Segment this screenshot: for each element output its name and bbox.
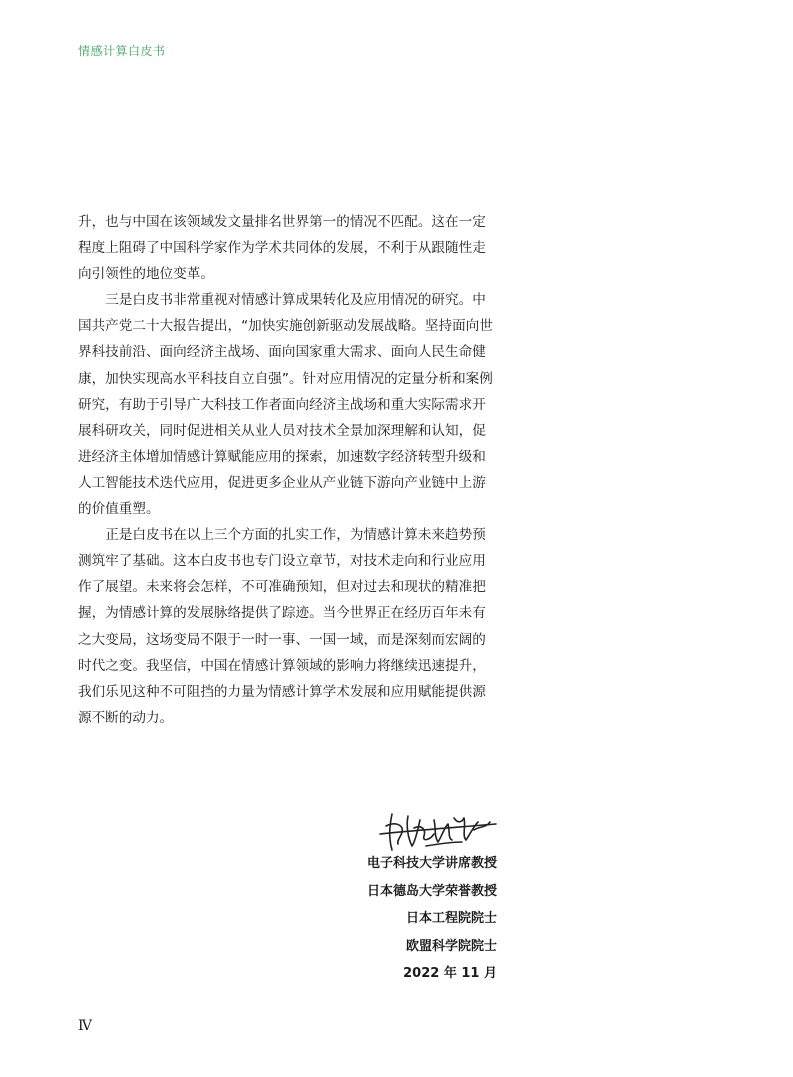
signoff-block <box>367 850 497 988</box>
paragraph-third-point: 三是白皮书非常重视对情感计算成果转化及应用情况的研究。中国共产党二十大报告提出，“加快实施创新驱动发展战略。坚持面向世界科技前沿、面向经济主战场、面向国家重大需求、面向人民生命健康，加快实现高水平科技自立自强”。针对应用情况的定量分析和案例研究，有助于引导广大科技工作者面向经济主战场和重大实际需求开展科研攻关，同时促进相关从业人员对技术全景加深理解和认知，促进经济主体增加情感计算赋能应用的探索，加速数字经济转型升级和人工智能技术迭代应用，促进更多企业从产业链下游向产业链中上游的价值重塑。 <box>78 292 493 518</box>
page-number: Ⅳ <box>78 1018 92 1034</box>
signoff-date: 2022 年 11 月 <box>403 966 497 981</box>
paragraph-continuation: 升，也与中国在该领域发文量排名世界第一的情况不匹配。这在一定程度上阻碍了中国科学家作为学术共同体的发展，不利于从跟随性走向引领性的地位变革。 <box>78 214 486 283</box>
signoff-title-tokushima: 日本德岛大学荣誉教授 <box>366 883 497 899</box>
paragraph-conclusion: 正是白皮书在以上三个方面的扎实工作，为情感计算未来趋势预测筑牢了基础。这本白皮书也专门设立章节，对技术走向和行业应用作了展望。未来将会怎样，不可准确预知，但对过去和现状的精准把握，为情感计算的发展脉络提供了踪迹。当今世界正在经历百年未有之大变局，这场变局不限于一时一事、一国一域，而是深刻而宏阔的时代之变。我坚信，中国在情感计算领域的影响力将继续迅速提升，我们乐见这种不可阻挡的力量为情感计算学术发展和应用赋能提供源源不断的动力。 <box>78 527 486 726</box>
signoff-title-uestc: 电子科技大学讲席教授 <box>366 856 497 871</box>
signoff-title-academia-europaea: 欧盟科学院院士 <box>405 938 497 954</box>
running-header-title: 情感计算白皮书 <box>78 44 166 58</box>
handwritten-signature <box>378 806 500 854</box>
body-text <box>78 209 498 731</box>
signoff-title-japan-engineering-academy: 日本工程院院士 <box>405 911 497 926</box>
